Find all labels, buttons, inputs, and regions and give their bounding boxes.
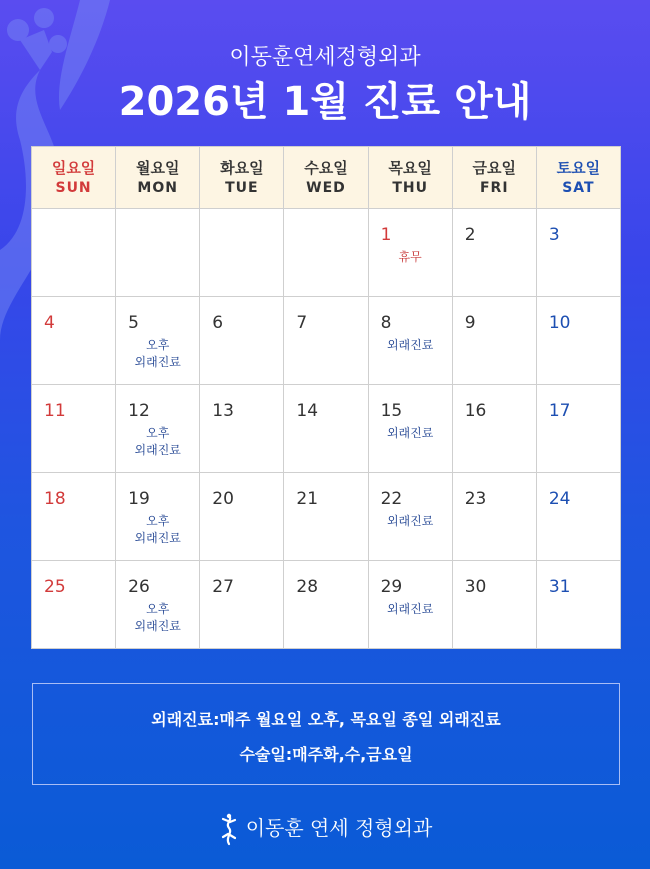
day-number: 21 [296,489,319,509]
day-number: 30 [464,577,487,597]
weekday-header-sat [536,147,620,209]
holiday-note: 휴무 [398,250,422,264]
calendar-week-row [32,561,621,649]
clinic-note: 외래진료 [386,338,434,352]
calendar-day-cell [284,209,368,297]
clinic-note: 외래진료 [386,514,434,528]
calendar-day-cell [452,473,536,561]
weekday-en: TUE [225,179,259,196]
day-number: 31 [548,577,571,597]
calendar-day-cell [284,473,368,561]
calendar-week-row [32,209,621,297]
day-number: 25 [44,577,66,597]
clinic-subtitle: 이동훈연세정형외과 [229,45,421,70]
calendar-day-cell [116,473,200,561]
weekday-en: SUN [55,179,92,196]
day-number: 4 [44,313,55,333]
day-number: 28 [296,577,319,597]
calendar-day-cell [536,209,620,297]
page-title: 2026년 1월 진료 안내 [118,79,532,125]
calendar-week-row [32,473,621,561]
weekday-en: WED [306,179,346,196]
clinic-note: 오후 외래진료 [134,338,181,369]
day-number: 26 [128,577,150,597]
weekday-header-row [32,147,621,209]
clinic-note: 외래진료 [386,426,434,440]
day-number: 19 [128,489,150,509]
clinic-note: 외래진료 [386,602,434,616]
calendar-day-cell [368,473,452,561]
calendar-day-cell [32,209,116,297]
calendar-day-cell [368,385,452,473]
weekday-ko: 토요일 [556,158,601,177]
calendar-week-row [32,297,621,385]
weekday-ko: 화요일 [220,158,264,177]
weekday-ko: 금요일 [472,158,517,177]
day-number: 22 [380,489,403,509]
day-number: 6 [212,313,224,333]
clinic-note: 오후 외래진료 [134,426,181,457]
calendar-day-cell [368,561,452,649]
day-number: 10 [548,313,571,333]
calendar-day-cell [452,385,536,473]
weekday-en: THU [392,179,428,196]
clinic-note: 오후 외래진료 [134,602,181,633]
footer-clinic-name: 이동훈 연세 정형외과 [245,816,433,840]
weekday-ko: 월요일 [135,158,180,177]
day-number: 7 [296,313,308,333]
calendar-day-cell [452,209,536,297]
day-number: 16 [464,401,487,421]
clinic-note: 오후 외래진료 [134,514,181,545]
calendar-day-cell [116,385,200,473]
day-number: 18 [44,489,66,509]
day-number: 15 [380,401,403,421]
calendar-day-cell [200,209,284,297]
gecko-icon [218,813,240,847]
surgery-info: 수술일:매주화,수,금요일 [239,745,413,764]
day-number: 23 [464,489,487,509]
calendar-day-cell [200,473,284,561]
calendar-day-cell [284,561,368,649]
calendar-day-cell [452,561,536,649]
day-number: 20 [212,489,234,509]
calendar-day-cell [32,297,116,385]
day-number: 27 [212,577,234,597]
weekday-ko: 목요일 [388,158,432,177]
day-number: 17 [548,401,571,421]
calendar-day-cell [536,297,620,385]
calendar-day-cell [536,561,620,649]
weekday-en: FRI [479,179,509,196]
weekday-header-thu [368,147,452,209]
calendar-table [31,146,621,649]
calendar-day-cell [284,385,368,473]
calendar-day-cell [368,297,452,385]
footer [0,812,650,847]
outpatient-info: 외래진료:매주 월요일 오후, 목요일 종일 외래진료 [151,710,501,729]
weekday-ko: 수요일 [304,158,348,177]
calendar-day-cell [116,297,200,385]
weekday-header-fri [452,147,536,209]
calendar-day-cell [536,473,620,561]
day-number: 8 [380,313,392,333]
calendar-day-cell [284,297,368,385]
weekday-header-tue [200,147,284,209]
day-number: 12 [128,401,150,421]
day-number: 11 [44,401,66,421]
calendar-day-cell [200,561,284,649]
calendar-day-cell [368,209,452,297]
calendar-body [32,209,621,649]
calendar-day-cell [200,297,284,385]
day-number: 1 [380,225,392,245]
calendar-day-cell [452,297,536,385]
weekday-header-mon [116,147,200,209]
calendar-day-cell [116,209,200,297]
day-number: 3 [548,225,560,245]
weekday-ko: 일요일 [51,158,96,177]
day-number: 2 [464,225,476,245]
calendar-day-cell [116,561,200,649]
weekday-header-wed [284,147,368,209]
weekday-en: SAT [562,179,595,196]
calendar-day-cell [32,473,116,561]
day-number: 14 [296,401,319,421]
calendar-day-cell [200,385,284,473]
day-number: 9 [464,313,476,333]
calendar-week-row [32,385,621,473]
weekday-header-sun [32,147,116,209]
day-number: 5 [128,313,139,333]
calendar-day-cell [32,385,116,473]
day-number: 24 [548,489,571,509]
day-number: 13 [212,401,234,421]
day-number: 29 [380,577,403,597]
calendar-day-cell [32,561,116,649]
weekday-en: MON [137,179,178,196]
calendar-day-cell [536,385,620,473]
schedule-info-box [32,683,620,785]
